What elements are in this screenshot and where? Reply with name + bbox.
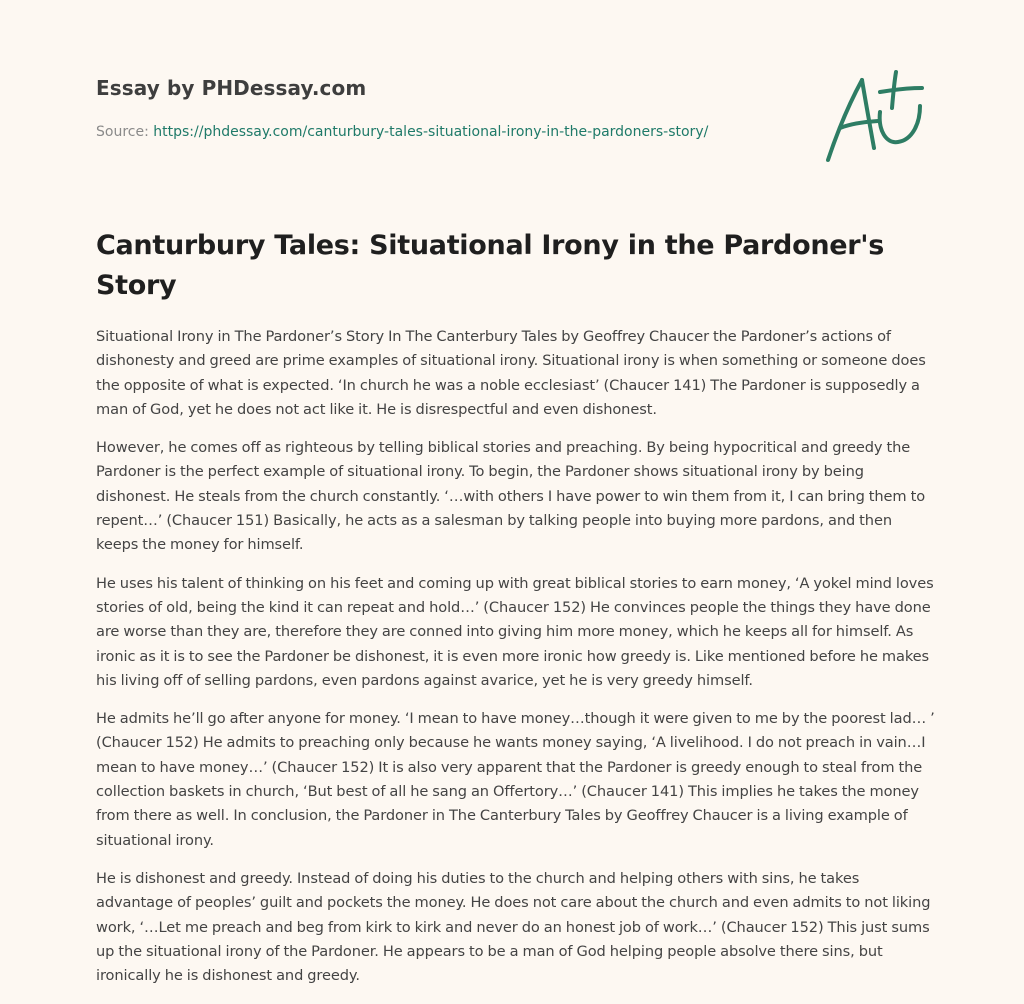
logo-a-right-stroke: [862, 80, 874, 148]
source-label: Source:: [96, 124, 149, 140]
a-plus-logo-icon: [820, 68, 928, 164]
header: [96, 76, 709, 140]
paragraph: He admits he’ll go after anyone for money. ‘I mean to have money…though it were given to me by the poorest lad… ’ (Chaucer 152) He admits to preaching only because he wants money saying, ‘A livelihood. I do not preach in vain…I mean to have money…’ (Chaucer 152) It is also very apparent that the Pardoner is greedy enough to steal from the collection baskets in church, ‘But best of all he sang an Offertory…’ (Chaucer 141) This implies he takes the money from there as well. In conclusion, the Pardoner in The Canterbury Tales by Geoffrey Chaucer is a living example of situational irony.: [96, 710, 935, 849]
essay-body: [96, 325, 938, 1002]
logo-plus-horizontal: [880, 88, 922, 92]
source-link[interactable]: https://phdessay.com/canturbury-tales-situational-irony-in-the-pardoners-story/: [153, 124, 709, 140]
paragraph: He is dishonest and greedy. Instead of doing his duties to the church and helping others with sins, he takes advantage of peoples’ guilt and pockets the money. He does not care about the church and even admits to not liking work, ‘…Let me preach and beg from kirk to kirk and never do an honest job of work…’ (Chaucer 152) This just sums up the situational irony of the Pardoner. He appears to be a man of God helping people absolve there sins, but ironically he is dishonest and greedy.: [96, 869, 931, 985]
logo-plus-swoosh: [880, 106, 920, 142]
paragraph: However, he comes off as righteous by telling biblical stories and preaching. By being hypocritical and greedy the Pardoner is the perfect example of situational irony. To begin, the Pardoner shows situational irony by being dishonest. He steals from the church constantly. ‘…with others I have power to win them from it, I can bring them to repent…’ (Chaucer 151) Basically, he acts as a salesman by talking people into buying more pardons, and then keeps the money for himself.: [96, 439, 926, 554]
logo-a-left-stroke: [828, 80, 862, 160]
paragraph: He uses his talent of thinking on his feet and coming up with great biblical stories to earn money, ‘A yokel mind loves stories of old, being the kind it can repeat and hold…’ (Chaucer 152) He convinces people the things they have done are worse than they are, therefore they are conned into giving him more money, which he keeps all for himself. As ironic as it is to see the Pardoner be dishonest, it is even more ironic how greedy is. Like mentioned before he makes his living off of selling pardons, even pardons against avarice, yet he is very greedy himself.: [96, 574, 934, 689]
logo-a-crossbar: [840, 121, 878, 128]
site-title: Essay by PHDessay.com: [96, 76, 367, 100]
source-line: [96, 124, 708, 140]
essay-title: Canturbury Tales: Situational Irony in the Pardoner's Story: [96, 230, 885, 301]
paragraph: Situational Irony in The Pardoner’s Story In The Canterbury Tales by Geoffrey Chaucer the Pardoner’s actions of dishonesty and greed are prime examples of situational irony. Situational irony is when something or someone does the opposite of what is expected. ‘In church he was a noble ecclesiast’ (Chaucer 141) The Pardoner is supposedly a man of God, yet he does not act like it. He is disrespectful and even dishonest.: [96, 328, 926, 418]
